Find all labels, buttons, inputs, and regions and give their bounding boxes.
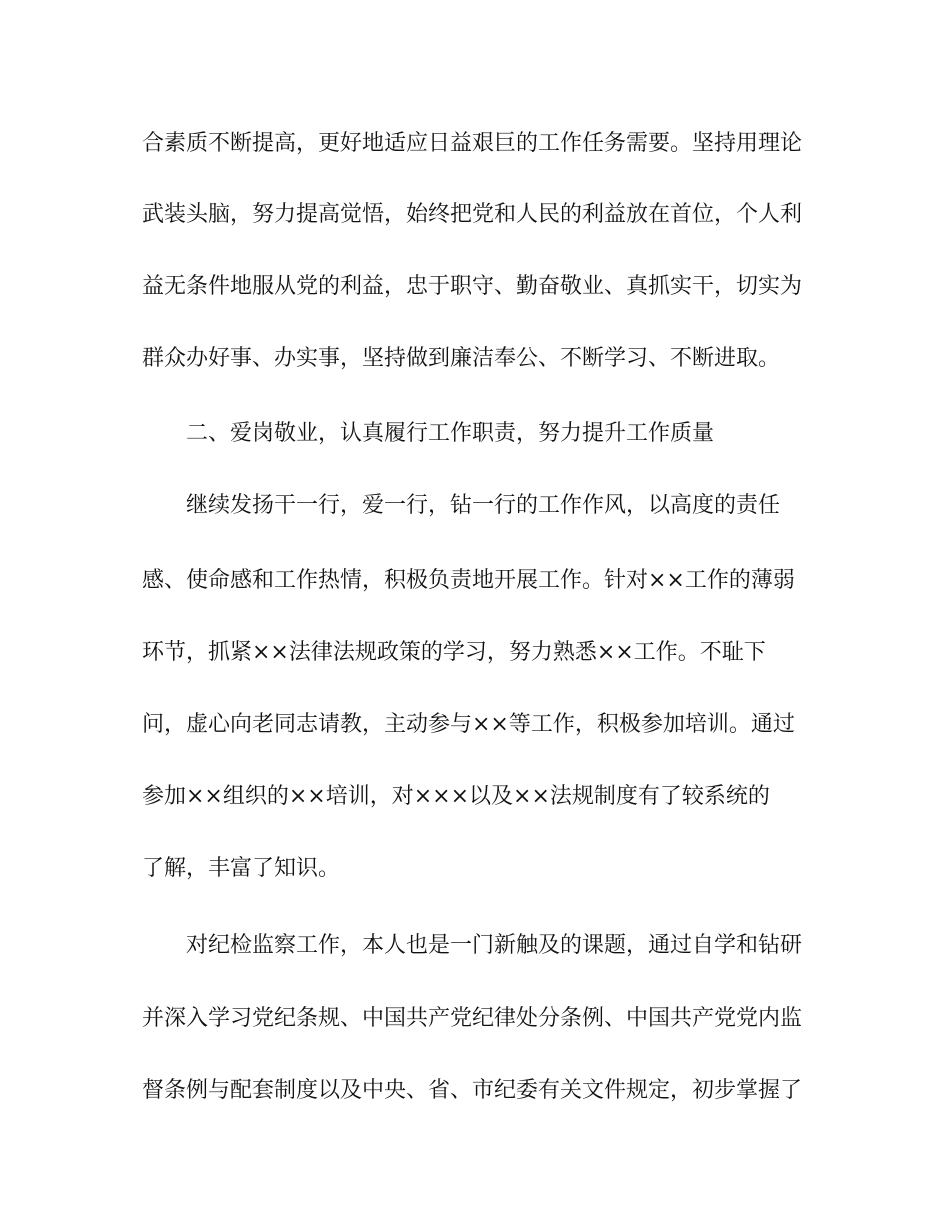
- paragraph-line: 问，虚心向老同志请教，主动参与××等工作，积极参加培训。通过: [142, 712, 795, 737]
- paragraph-line: 并深入学习党纪条规、中国共产党纪律处分条例、中国共产党党内监: [142, 1006, 802, 1031]
- paragraph-line: 继续发扬干一行，爱一行，钻一行的工作作风，以高度的责任: [186, 493, 781, 518]
- paragraph-line: 督条例与配套制度以及中央、省、市纪委有关文件规定，初步掌握了: [142, 1078, 802, 1103]
- paragraph-line: 武装头脑，努力提高觉悟，始终把党和人民的利益放在首位，个人利: [142, 202, 802, 227]
- paragraph-line: 群众办好事、办实事，坚持做到廉洁奉公、不断学习、不断进取。: [142, 346, 781, 371]
- paragraph-line: 对纪检监察工作，本人也是一门新触及的课题，通过自学和钻研: [186, 933, 803, 958]
- section-heading: 二、爱岗敬业，认真履行工作职责，努力提升工作质量: [186, 421, 715, 446]
- paragraph-line: 了解，丰富了知识。: [142, 856, 341, 881]
- paragraph-line: 合素质不断提高，更好地适应日益艰巨的工作任务需要。坚持用理论: [142, 131, 802, 156]
- paragraph-line: 益无条件地服从党的利益，忠于职守、勤奋敬业、真抓实干，切实为: [142, 274, 802, 299]
- paragraph-line: 参加××组织的××培训，对×××以及××法规制度有了较系统的: [142, 784, 770, 809]
- paragraph-line: 感、使命感和工作热情，积极负责地开展工作。针对××工作的薄弱: [142, 568, 795, 593]
- paragraph-line: 环节，抓紧××法律法规政策的学习，努力熟悉××工作。不耻下: [142, 640, 766, 665]
